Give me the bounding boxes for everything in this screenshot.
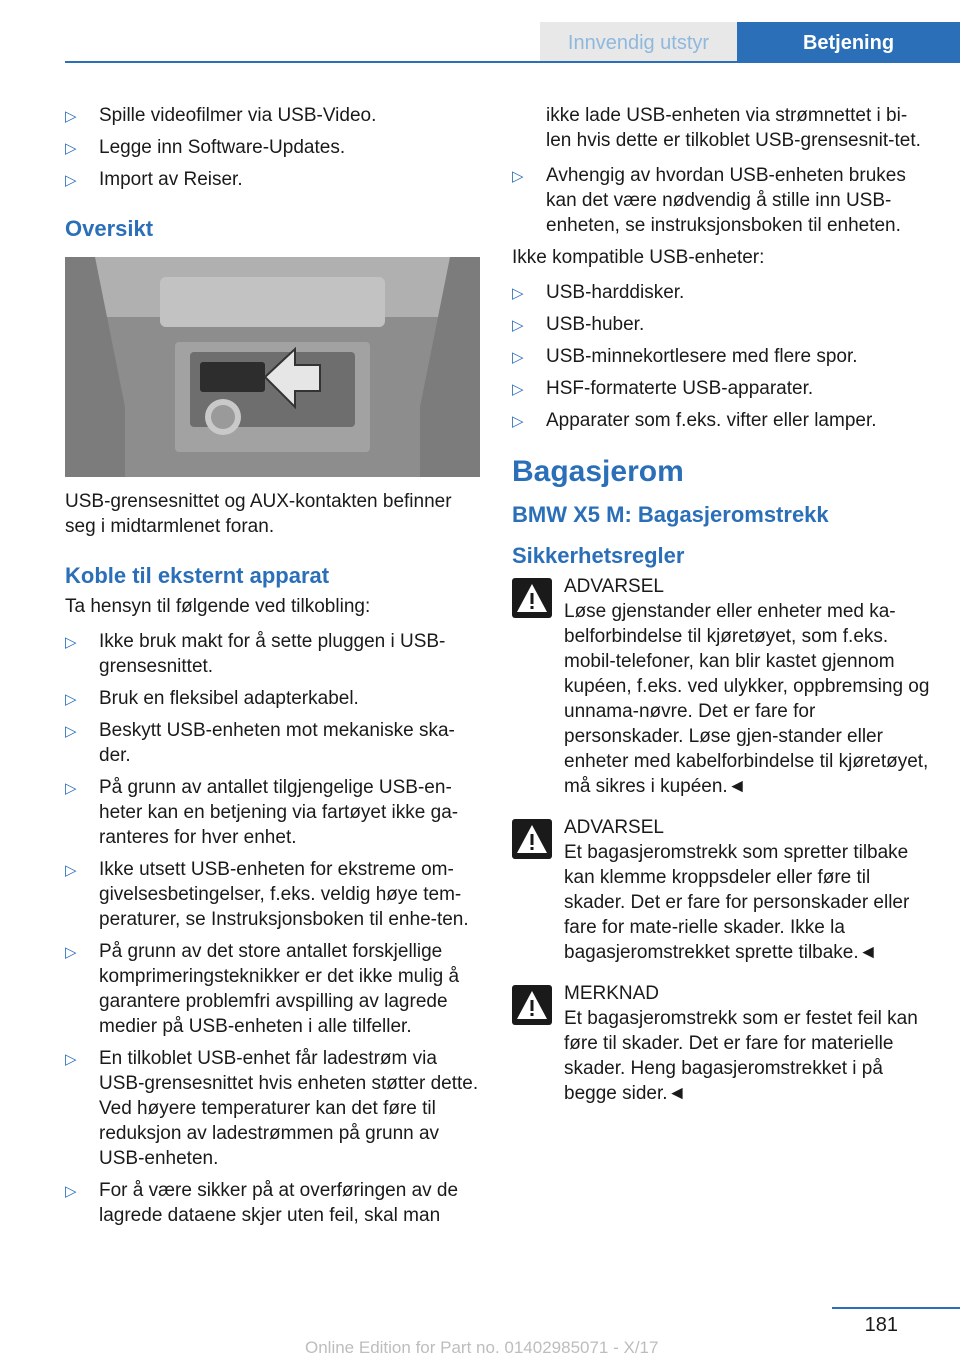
top-bullet-list — [65, 103, 480, 192]
warning-triangle-icon — [512, 578, 552, 618]
bullet-triangle-icon: ▷ — [65, 634, 77, 651]
notice-title: MERKNAD — [564, 983, 660, 1004]
bullet-triangle-icon: ▷ — [512, 381, 524, 398]
bullet-triangle-icon: ▷ — [512, 349, 524, 366]
warning-block — [512, 815, 930, 965]
warning-text: Et bagasjeromstrekk som spretter tilbake kan klemme kroppsdeler eller føre til skader. Det er fare for personskader eller fare for mate-rielle skader. Ikke la bagasjeromstrekket sprette tilbake.◄ — [564, 842, 910, 963]
image-caption: USB-grensesnittet og AUX-kontakten befinner seg i midtarmlenet foran. — [65, 491, 452, 537]
list-item: ▷ Legge inn Software-Updates. — [65, 135, 480, 160]
list-item: ▷ Ikke utsett USB-enheten for ekstreme om-givelsesbetingelser, f.eks. veldig høye tem-peraturer, se Instruksjonsboken til enhe-ten. — [65, 859, 469, 930]
bullet-triangle-icon: ▷ — [65, 172, 77, 189]
page-header — [0, 0, 960, 62]
bullet-triangle-icon: ▷ — [512, 168, 524, 185]
incompatible-intro: Ikke kompatible USB-enheter: — [512, 247, 765, 268]
warning-title: ADVARSEL — [564, 817, 664, 838]
list-item: ▷ Apparater som f.eks. vifter eller lamper. — [512, 408, 930, 433]
bullet-triangle-icon: ▷ — [512, 317, 524, 334]
bullet-triangle-icon: ▷ — [512, 413, 524, 430]
list-item: ▷ Import av Reiser. — [65, 167, 480, 192]
footer-rule — [832, 1307, 960, 1309]
edition-text: Online Edition for Part no. 01402985071 - X/17 — [305, 1338, 659, 1357]
usb-console-photo — [65, 257, 480, 477]
list-item: ▷ USB-minnekortlesere med flere spor. — [512, 344, 930, 369]
warning-title: ADVARSEL — [564, 576, 664, 597]
list-item: ▷ HSF-formaterte USB-apparater. — [512, 376, 930, 401]
list-item: ▷ For å være sikker på at overføringen av de lagrede dataene skjer uten feil, skal man — [65, 1180, 459, 1226]
list-item: ▷ Bruk en fleksibel adapterkabel. — [65, 686, 480, 711]
bullet-triangle-icon: ▷ — [512, 285, 524, 302]
notice-block — [512, 981, 930, 1106]
heading-bmw-x5m: BMW X5 M: Bagasjeromstrekk — [512, 502, 829, 527]
bullet-triangle-icon: ▷ — [65, 780, 77, 797]
bullet-triangle-icon: ▷ — [65, 140, 77, 157]
warning-triangle-icon — [512, 819, 552, 859]
list-item: ▷ Spille videofilmer via USB-Video. — [65, 103, 480, 128]
bullet-triangle-icon: ▷ — [65, 108, 77, 125]
right-column — [512, 103, 930, 1122]
left-column — [65, 103, 480, 1235]
heading-bagasjerom: Bagasjerom — [512, 455, 684, 488]
warning-block — [512, 574, 930, 799]
page-number: 181 — [864, 1314, 898, 1336]
active-tab[interactable]: Betjening — [737, 22, 960, 62]
list-item: ▷ En tilkoblet USB-enhet får ladestrøm via USB-grensesnittet hvis enheten støtter dette. Ved høyere temperaturer kan det føre til reduksjon av ladestrømmen på grunn av USB-enheten. — [65, 1048, 479, 1169]
header-rule — [65, 61, 960, 63]
heading-connect: Koble til eksternt apparat — [65, 563, 330, 588]
warning-text: Løse gjenstander eller enheter med ka-belforbindelse til kjøretøyet, som f.eks. mobil-telefoner, kan blir kastet gjennom kupéen, f.eks. ved ulykker, oppbremsing og unnama-nøvre. Det er fare for personskader. Løse gjen-stander eller enheter med kabelforbindelse til kjøretøyet, må sikres i kupéen.◄ — [564, 601, 930, 797]
bullet-triangle-icon: ▷ — [65, 862, 77, 879]
bullet-triangle-icon: ▷ — [65, 691, 77, 708]
incompatible-bullet-list — [512, 280, 930, 433]
page-footer — [0, 1290, 960, 1362]
bullet-triangle-icon: ▷ — [65, 944, 77, 961]
connect-intro: Ta hensyn til følgende ved tilkobling: — [65, 596, 371, 617]
continued-text: ikke lade USB-enheten via strømnettet i bi-len hvis dette er tilkoblet USB-grensesnit-tet. — [546, 105, 921, 151]
warning-triangle-icon — [512, 985, 552, 1025]
list-item: ▷ USB-harddisker. — [512, 280, 930, 305]
list-item: ▷ Beskytt USB-enheten mot mekaniske ska-der. — [65, 720, 455, 766]
heading-overview: Oversikt — [65, 216, 154, 241]
connect-bullet-list — [65, 629, 480, 1228]
list-item: ▷ På grunn av det store antallet forskjellige komprimeringsteknikker er det ikke mulig å garantere problemfri avspilling av lagrede medier på USB-enheten i alle tilfeller. — [65, 941, 460, 1037]
section-tab[interactable]: Innvendig utstyr — [540, 22, 737, 62]
bullet-triangle-icon: ▷ — [65, 1183, 77, 1200]
list-item: ▷ På grunn av antallet tilgjengelige USB-en-heter kan en betjening via fartøyet ikke ga-ranteres for hver enhet. — [65, 777, 459, 848]
heading-safety: Sikkerhetsregler — [512, 543, 685, 568]
list-item: ▷ Avhengig av hvordan USB-enheten brukes kan det være nødvendig å stille inn USB-enheten, se instruksjonsboken til enheten. — [512, 165, 906, 236]
list-item: ▷ Ikke bruk makt for å sette pluggen i USB-grensesnittet. — [65, 631, 446, 677]
dependency-bullet-list — [512, 163, 930, 238]
notice-text: Et bagasjeromstrekk som er festet feil kan føre til skader. Det er fare for materielle skader. Heng bagasjeromstrekket i på begge sider.◄ — [564, 1008, 918, 1104]
list-item: ▷ USB-huber. — [512, 312, 930, 337]
bullet-triangle-icon: ▷ — [65, 723, 77, 740]
bullet-triangle-icon: ▷ — [65, 1051, 77, 1068]
